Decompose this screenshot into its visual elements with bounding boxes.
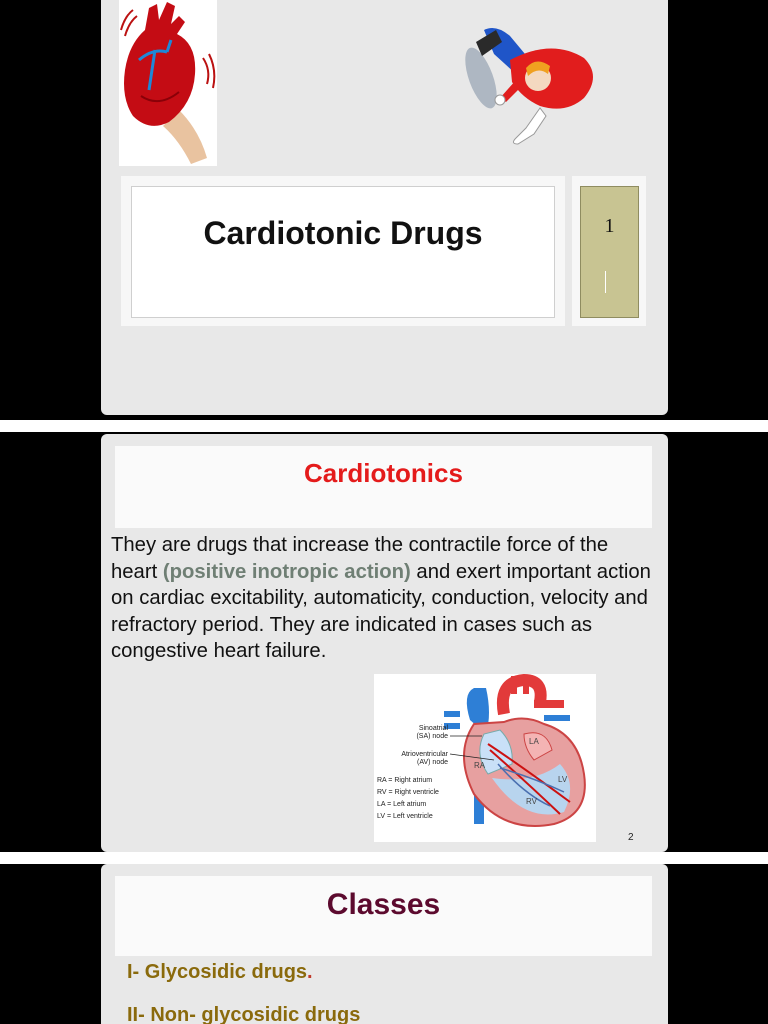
- title-box: [131, 186, 555, 318]
- sa-node-label: Sinoatrial: [418, 725, 448, 732]
- lv-label: LV: [558, 775, 568, 784]
- la-label: LA: [529, 737, 539, 746]
- slide-number-frame: [572, 176, 646, 326]
- rv-label: RV: [526, 797, 537, 806]
- heart-in-hand-icon: [119, 0, 217, 166]
- title-frame: [121, 176, 565, 326]
- legend-ra: RA = Right atrium: [377, 777, 433, 784]
- class-item-label: I- Glycosidic drugs: [127, 961, 308, 983]
- page-number: 2: [628, 832, 634, 843]
- legend-la: LA = Left atrium: [377, 801, 427, 808]
- slide-2[interactable]: [101, 434, 668, 852]
- slide-number-box: [580, 186, 639, 318]
- body-text-end: and exert important action on cardiac excitability, automaticity, conduction, velocity and refractory period. They are indicated in cases such as congestive heart failure.: [111, 560, 651, 662]
- class-item-glycosidic: [127, 961, 313, 984]
- decorative-line: [605, 271, 606, 293]
- legend-rv: RV = Right ventricle: [377, 789, 439, 796]
- slide-number: 1: [604, 215, 615, 237]
- ra-label: RA: [474, 761, 486, 770]
- definition-paragraph: [111, 532, 651, 665]
- cpr-figure-icon: [456, 18, 606, 158]
- slide-separator: [0, 420, 768, 432]
- av-node-label-2: (AV) node: [417, 759, 448, 766]
- title-band: [115, 876, 652, 956]
- legend-lv: LV = Left ventricle: [377, 813, 433, 820]
- body-highlight: (positive inotropic action): [162, 560, 411, 583]
- class-item-non-glycosidic: II- Non- glycosidic drugs: [127, 1004, 361, 1024]
- av-node-label: Atrioventricular: [401, 751, 448, 758]
- body-text-start: They are drugs that increase the contractile force of the heart: [111, 534, 609, 583]
- slide-title: Classes: [326, 888, 441, 921]
- slide-title: Cardiotonic Drugs: [203, 215, 483, 251]
- sa-node-label-2: (SA) node: [416, 733, 448, 740]
- slide-separator: [0, 852, 768, 864]
- class-item-period: .: [307, 961, 313, 983]
- slide-1[interactable]: [101, 0, 668, 415]
- slide-title: Cardiotonics: [304, 458, 463, 488]
- heart-anatomy-diagram: [374, 674, 596, 842]
- slide-3[interactable]: [101, 864, 668, 1024]
- title-band: [115, 446, 652, 528]
